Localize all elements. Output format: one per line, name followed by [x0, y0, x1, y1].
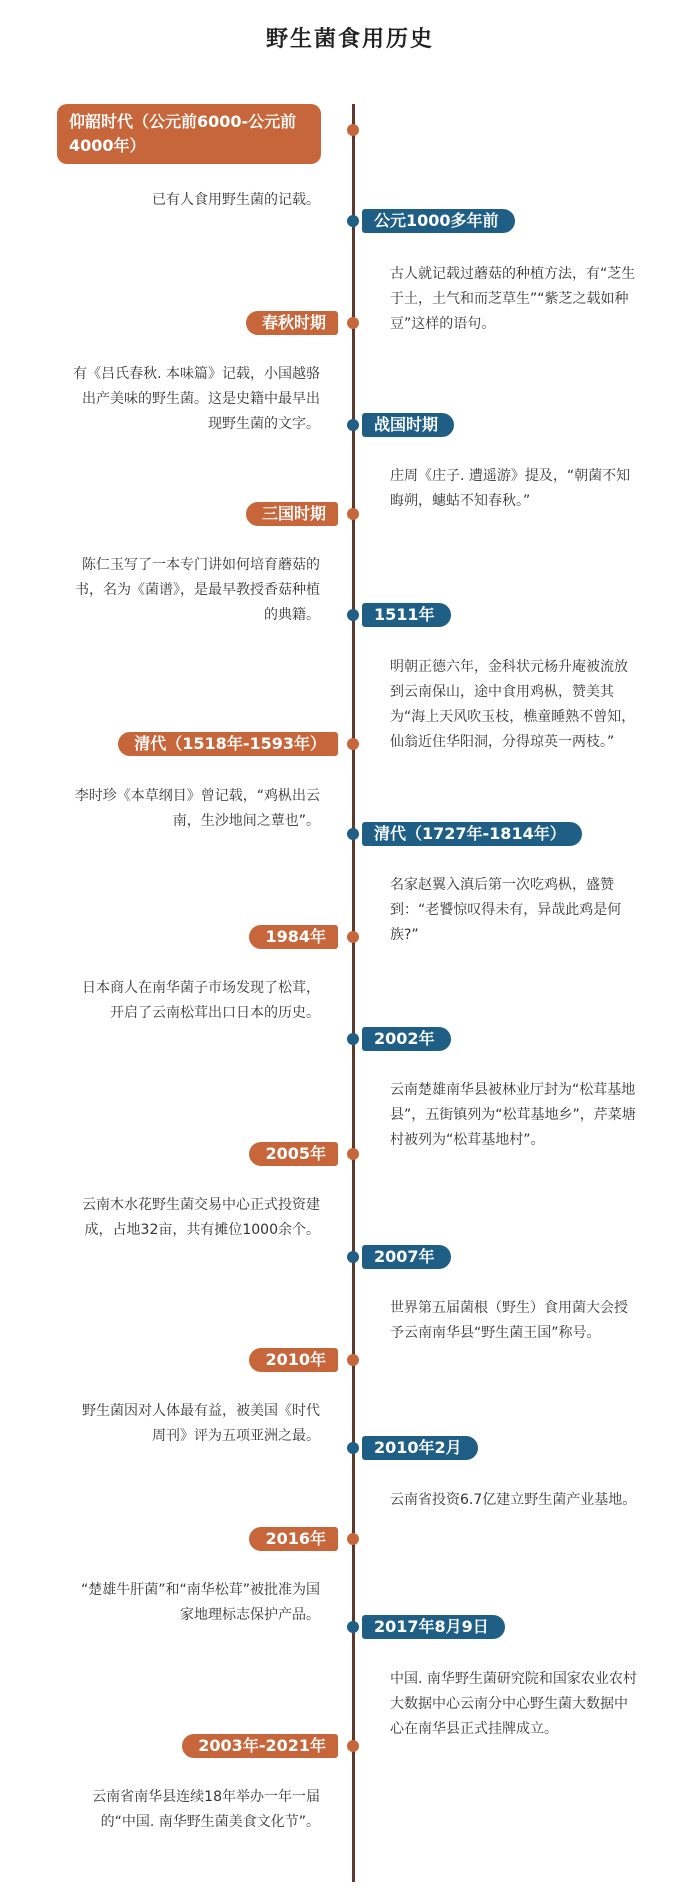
event-text-2003-2021: 云南省南华县连续18年举办一年一届的“中国. 南华野生菌美食文化节”。 [92, 1789, 320, 1830]
event-label-qing-1727: 清代（1727年-1814年） [362, 822, 582, 846]
event-label-qing-1518: 清代（1518年-1593年） [118, 732, 338, 756]
timeline-dot [347, 508, 359, 520]
page-title: 野生菌食用历史 [265, 27, 434, 52]
event-label-2010: 2010年 [249, 1348, 338, 1372]
event-label-2007: 2007年 [362, 1245, 451, 1269]
event-text-2002: 云南楚雄南华县被林业厅封为“松茸基地县”，五街镇列为“松茸基地乡”，芹菜塘村被列为“松茸基地村”。 [390, 1082, 636, 1148]
event-text-2016: “楚雄牛肝菌”和“南华松茸”被批准为国家地理标志保护产品。 [80, 1582, 320, 1623]
timeline-dot [347, 609, 359, 621]
timeline-dot [347, 1740, 359, 1752]
event-text-qing-1518: 李时珍《本草纲目》曾记载，“鸡枞出云南，生沙地间之蕈也”。 [74, 788, 320, 829]
timeline-dot [347, 419, 359, 431]
event-text-zhanguo: 庄周《庄子. 遭遥游》提及，“朝菌不知晦朔，蟪蛄不知春秋。” [390, 468, 631, 509]
timeline-dot [347, 124, 359, 136]
event-label-chunqiu: 春秋时期 [246, 311, 338, 335]
timeline-dot [347, 738, 359, 750]
event-text-2010: 野生菌因对人体最有益，被美国《时代周刊》评为五项亚洲之最。 [82, 1403, 320, 1444]
event-text-sanguo: 陈仁玉写了一本专门讲如何培育蘑菇的书，名为《菌谱》，是最早教授香菇种植的典籍。 [75, 557, 320, 623]
event-label-2010-feb: 2010年2月 [362, 1436, 478, 1460]
timeline-dot [347, 931, 359, 943]
event-text-yangshao: 已有人食用野生菌的记载。 [152, 192, 320, 208]
event-text-1984: 日本商人在南华菌子市场发现了松茸，开启了云南松茸出口日本的历史。 [82, 980, 320, 1021]
timeline-dot [347, 215, 359, 227]
timeline-dot [347, 1354, 359, 1366]
event-label-1000-years-ago: 公元1000多年前 [362, 209, 515, 233]
timeline-dot [347, 1251, 359, 1263]
timeline-dot [347, 1442, 359, 1454]
event-label-2003-2021: 2003年-2021年 [182, 1734, 338, 1758]
event-label-2017: 2017年8月9日 [362, 1615, 505, 1639]
timeline-dot [347, 828, 359, 840]
timeline-dot [347, 1033, 359, 1045]
timeline-dot [347, 1621, 359, 1633]
timeline-dot [347, 1533, 359, 1545]
event-text-qing-1727: 名家赵翼入滇后第一次吃鸡枞，盛赞到：“老饕惊叹得未有，异哉此鸡是何族?” [390, 877, 622, 943]
timeline-dot [347, 317, 359, 329]
event-label-2002: 2002年 [362, 1027, 451, 1051]
event-label-1511: 1511年 [362, 603, 451, 627]
event-label-sanguo: 三国时期 [246, 502, 338, 526]
timeline-axis [352, 104, 355, 1882]
event-text-2017: 中国. 南华野生菌研究院和国家农业农村大数据中心云南分中心野生菌大数据中心在南华县正式挂牌成立。 [390, 1671, 637, 1737]
event-text-1000-years-ago: 古人就记载过蘑菇的种植方法，有“芝生于土，土气和而芝草生”“紫芝之载如种豆”这样的语句。 [390, 266, 636, 332]
event-label-2016: 2016年 [249, 1527, 338, 1551]
event-label-yangshao: 仰韶时代（公元前6000-公元前4000年） [57, 104, 321, 164]
event-label-1984: 1984年 [249, 925, 338, 949]
event-label-zhanguo: 战国时期 [362, 413, 454, 437]
timeline-dot [347, 1148, 359, 1160]
event-text-2010-feb: 云南省投资6.7亿建立野生菌产业基地。 [390, 1492, 637, 1508]
event-text-2005: 云南木水花野生菌交易中心正式投资建成，占地32亩，共有摊位1000余个。 [82, 1197, 320, 1238]
event-text-chunqiu: 有《吕氏春秋. 本味篇》记载，小国越骆出产美味的野生菌。这是史籍中最早出现野生菌的文字。 [73, 366, 320, 432]
event-label-2005: 2005年 [249, 1142, 338, 1166]
event-text-2007: 世界第五届菌根（野生）食用菌大会授予云南南华县“野生菌王国”称号。 [390, 1300, 628, 1341]
event-text-1511: 明朝正德六年，金科状元杨升庵被流放到云南保山，途中食用鸡枞，赞美其为“海上天风吹玉枝，樵童睡熟不曾知，仙翁近住华阳洞，分得琼英一两枝。” [390, 659, 636, 750]
